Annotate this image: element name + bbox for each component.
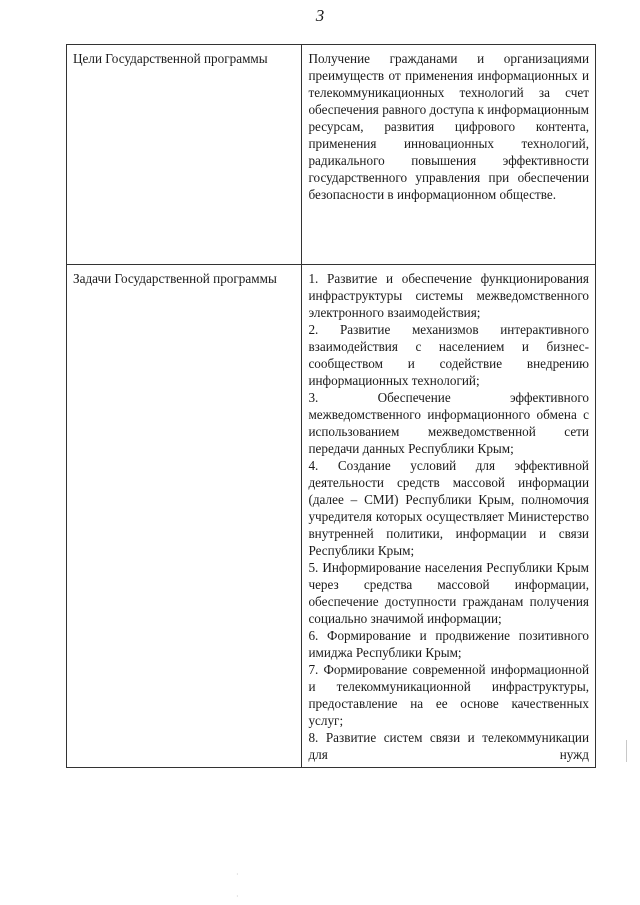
task-item: 2. Развитие механизмов интерактивного взаимодействия с населением и бизнес-сообществом и содействие внедрению информационных технологий; (308, 322, 589, 388)
row-label-goals: Цели Государственной программы (67, 45, 302, 265)
row-value-tasks (302, 265, 596, 768)
goals-paragraph: Получение гражданами и организациями преимуществ от применения информационных и телекоммуникационных технологий за счет обеспечения равного доступа к информационным ресурсам, развития цифрового контента, применения инновационных технологий, радикального повышения эффективности государственного управления при обеспечении безопасности в информационном обществе. (308, 51, 589, 202)
scan-artifact (626, 740, 627, 762)
task-item: 7. Формирование современной информационной и телекоммуникационной инфраструктуры, предоставление на ее основе качественных услуг; (308, 662, 589, 728)
scan-artifact: · (236, 892, 239, 901)
program-passport-table (66, 44, 596, 768)
page-number: 3 (315, 6, 325, 25)
row-label-tasks: Задачи Государственной программы (67, 265, 302, 768)
task-item: 8. Развитие систем связи и телекоммуникации для нужд (308, 730, 589, 762)
task-item: 4. Создание условий для эффективной деятельности средств массовой информации (далее – СМИ) Республики Крым, полномочия учредителя которых осуществляет Министерство внутренней политики, информации и связи Республики Крым; (308, 458, 589, 558)
table-row-goals (67, 45, 596, 265)
scan-artifact: · (236, 870, 239, 879)
task-item: 5. Информирование населения Республики Крым через средства массовой информации, обеспечение доступности гражданам получения социально значимой информации; (308, 560, 589, 626)
table-row-tasks (67, 265, 596, 768)
task-item: 1. Развитие и обеспечение функционирования инфраструктуры системы межведомственного электронного взаимодействия; (308, 271, 589, 320)
task-item: 6. Формирование и продвижение позитивного имиджа Республики Крым; (308, 628, 589, 660)
task-item: 3. Обеспечение эффективного межведомственного информационного обмена с использованием межведомственной сети передачи данных Республики Крым; (308, 390, 589, 456)
row-value-goals (302, 45, 596, 265)
